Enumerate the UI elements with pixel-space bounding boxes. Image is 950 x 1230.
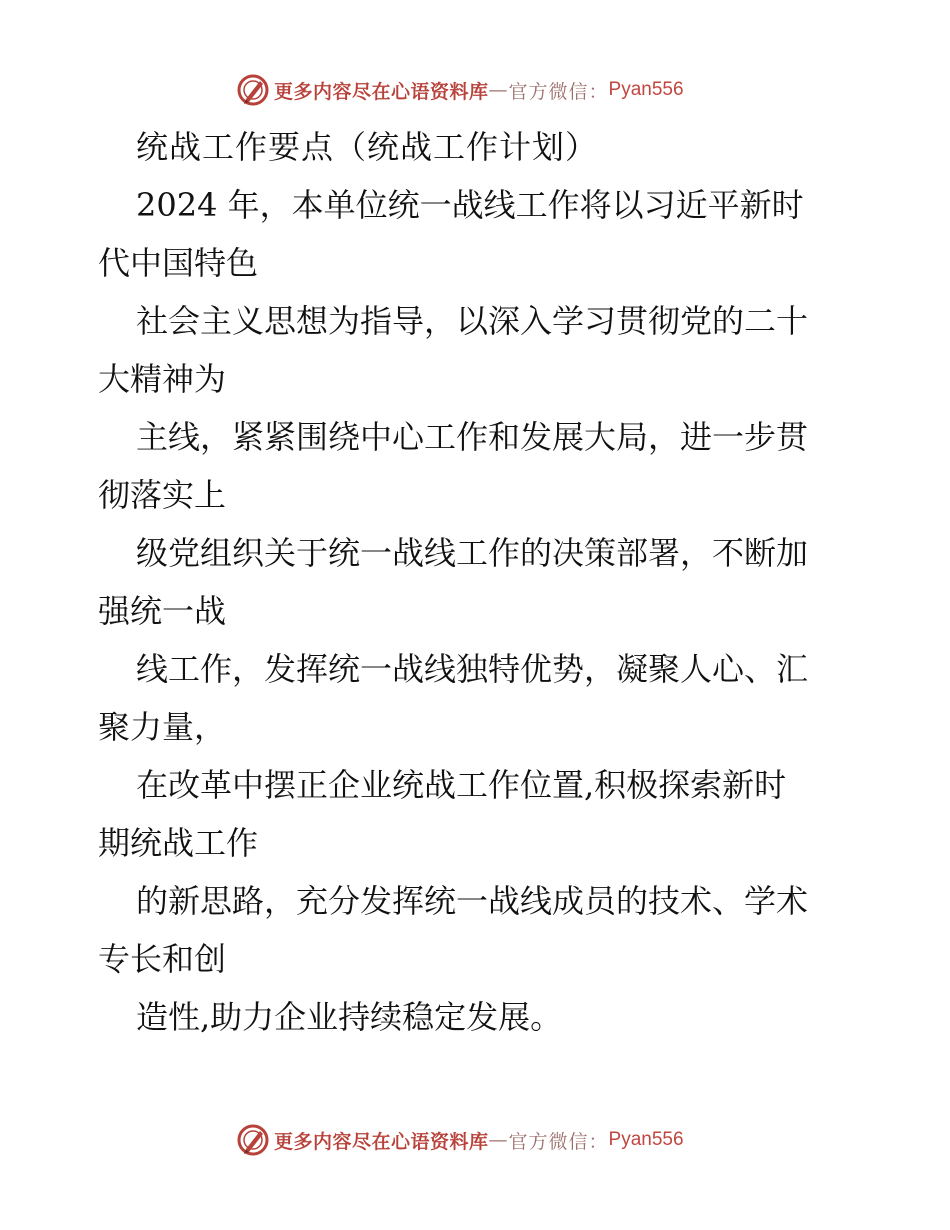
text-line: 强统一战: [98, 592, 227, 630]
text-line: 彻落实上: [98, 476, 227, 514]
text-line: 聚力量，: [98, 708, 227, 746]
text-line: 社会主义思想为指导，以深入学习贯彻党的二十: [136, 302, 809, 340]
pen-logo-icon: [236, 73, 270, 107]
banner-wechat-label: 官方微信：: [508, 80, 609, 103]
text-line: 2024 年，本单位统一战线工作将以习近平新时: [136, 186, 804, 224]
text-line: 期统战工作: [98, 824, 259, 862]
banner-wechat-id: Pyan556: [608, 1129, 684, 1150]
text-line: 主线，紧紧围绕中心工作和发展大局，进一步贯: [136, 418, 809, 456]
banner-dash: —: [488, 79, 509, 101]
banner-site-name: 更多内容尽在心语资料库: [274, 1130, 489, 1153]
banner-wechat-label: 官方微信：: [508, 1130, 609, 1153]
text-line: 代中国特色: [98, 244, 259, 282]
text-line: 在改革中摆正企业统战工作位置,积极探索新时: [136, 766, 787, 804]
text-line: 专长和创: [98, 940, 227, 978]
header-banner: [236, 72, 684, 108]
text-line: 大精神为: [98, 360, 227, 398]
pen-logo-icon: [236, 1123, 270, 1157]
banner-dash: —: [488, 1129, 509, 1151]
text-line: 的新思路，充分发挥统一战线成员的技术、学术: [136, 882, 809, 920]
text-line: 造性,助力企业持续稳定发展。: [136, 998, 563, 1036]
banner-site-name: 更多内容尽在心语资料库: [274, 80, 489, 103]
text-line: 级党组织关于统一战线工作的决策部署，不断加: [136, 534, 809, 572]
banner-wechat-id: Pyan556: [608, 79, 684, 100]
document-body: [98, 118, 858, 1046]
text-line: 线工作，发挥统一战线独特优势，凝聚人心、汇: [136, 650, 809, 688]
footer-banner: [236, 1122, 684, 1158]
document-title: 统战工作要点（统战工作计划）: [136, 128, 599, 166]
